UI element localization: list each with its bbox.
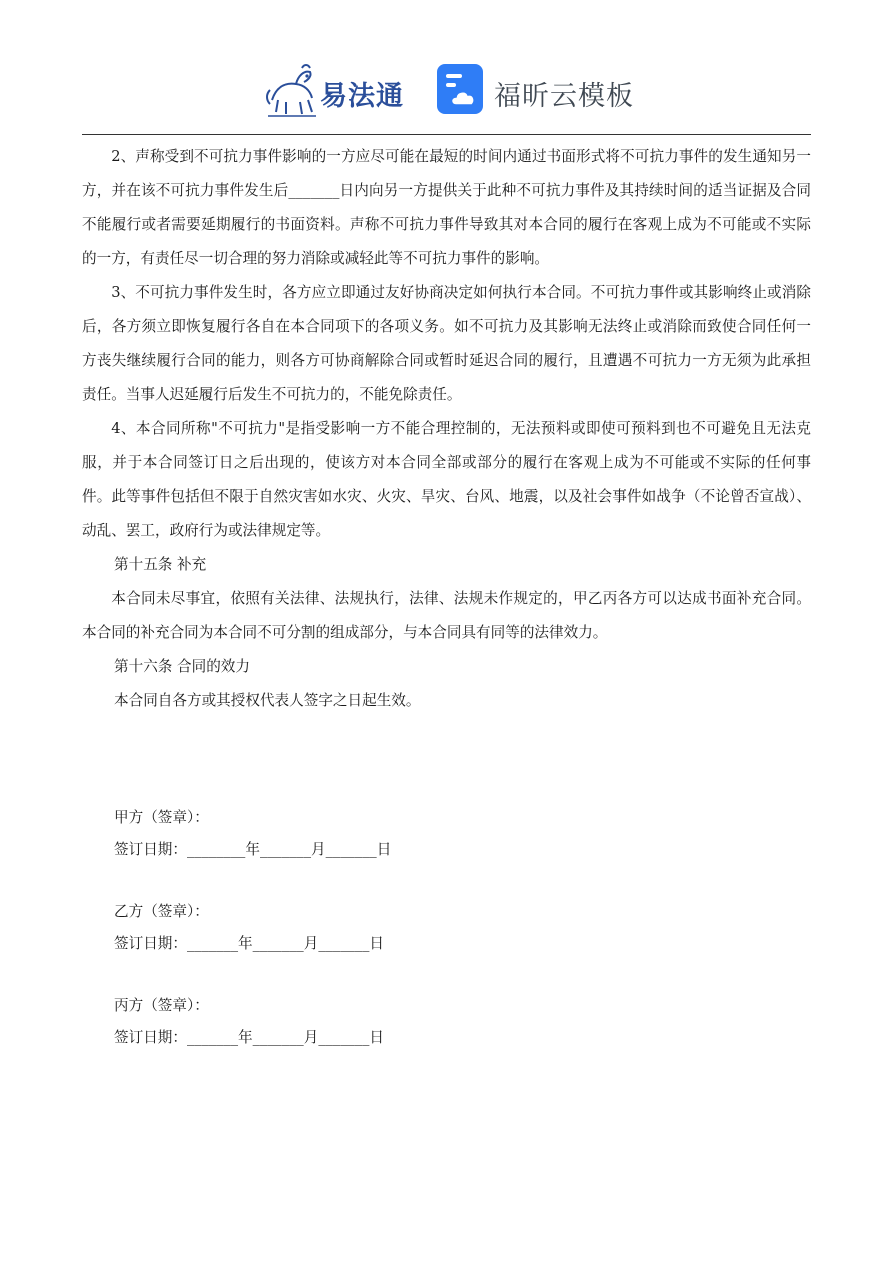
page-header <box>0 58 893 122</box>
signature-section <box>114 802 391 1084</box>
signature-block-party-a <box>114 802 391 866</box>
clause-2-paragraph: 2、声称受到不可抗力事件影响的一方应尽可能在最短的时间内通过书面形式将不可抗力事件的发生通知另一方，并在该不可抗力事件发生后_______日内向另一方提供关于此种不可抗力事件及其持续时间的适当证据及合同不能履行或者需要延期履行的书面资料。声称不可抗力事件导致其对本合同的履行在客观上成为不可能或不实际的一方，有责任尽一切合理的努力消除或减轻此等不可抗力事件的影响。 <box>82 148 811 267</box>
signature-block-party-b <box>114 896 391 960</box>
clause-3-paragraph: 3、不可抗力事件发生时，各方应立即通过友好协商决定如何执行本合同。不可抗力事件或其影响终止或消除后，各方须立即恢复履行各自在本合同项下的各项义务。如不可抗力及其影响无法终止或消除而致使合同任何一方丧失继续履行合同的能力，则各方可协商解除合同或暂时延迟合同的履行，且遭遇不可抗力一方无须为此承担责任。当事人迟延履行后发生不可抗力的，不能免除责任。 <box>82 284 811 403</box>
cloud-document-icon <box>436 63 486 115</box>
party-b-label: 乙方（签章）： <box>114 903 209 920</box>
header-divider <box>82 134 811 135</box>
fuxin-logo <box>436 63 636 117</box>
fuxin-logo-text: 福昕云模板 <box>494 81 634 112</box>
qilin-icon <box>262 60 322 120</box>
party-a-date: 签订日期：________年_______月_______日 <box>114 841 392 858</box>
article-16-heading: 第十六条 合同的效力 <box>114 658 250 675</box>
contract-body <box>82 140 811 718</box>
party-a-label: 甲方（签章）： <box>114 809 209 826</box>
clause-4-paragraph: 4、本合同所称"不可抗力"是指受影响一方不能合理控制的，无法预料或即使可预料到也不可避免且无法克服，并于本合同签订日之后出现的，使该方对本合同全部或部分的履行在客观上成为不可能或不实际的任何事件。此等事件包括但不限于自然灾害如水灾、火灾、旱灾、台风、地震，以及社会事件如战争（不论曾否宣战）、动乱、罢工，政府行为或法律规定等。 <box>82 420 811 539</box>
yifatong-logo-text: 易法通 <box>320 81 404 112</box>
yifatong-logo <box>262 60 414 120</box>
party-c-label: 丙方（签章）： <box>114 997 209 1014</box>
signature-block-party-c <box>114 990 391 1054</box>
party-b-date: 签订日期：_______年_______月_______日 <box>114 935 384 952</box>
article-15-body: 本合同未尽事宜，依照有关法律、法规执行，法律、法规未作规定的，甲乙丙各方可以达成书面补充合同。本合同的补充合同为本合同不可分割的组成部分，与本合同具有同等的法律效力。 <box>82 590 811 641</box>
party-c-date: 签订日期：_______年_______月_______日 <box>114 1029 384 1046</box>
article-15-heading: 第十五条 补充 <box>114 556 207 573</box>
article-16-body: 本合同自各方或其授权代表人签字之日起生效。 <box>114 692 421 709</box>
